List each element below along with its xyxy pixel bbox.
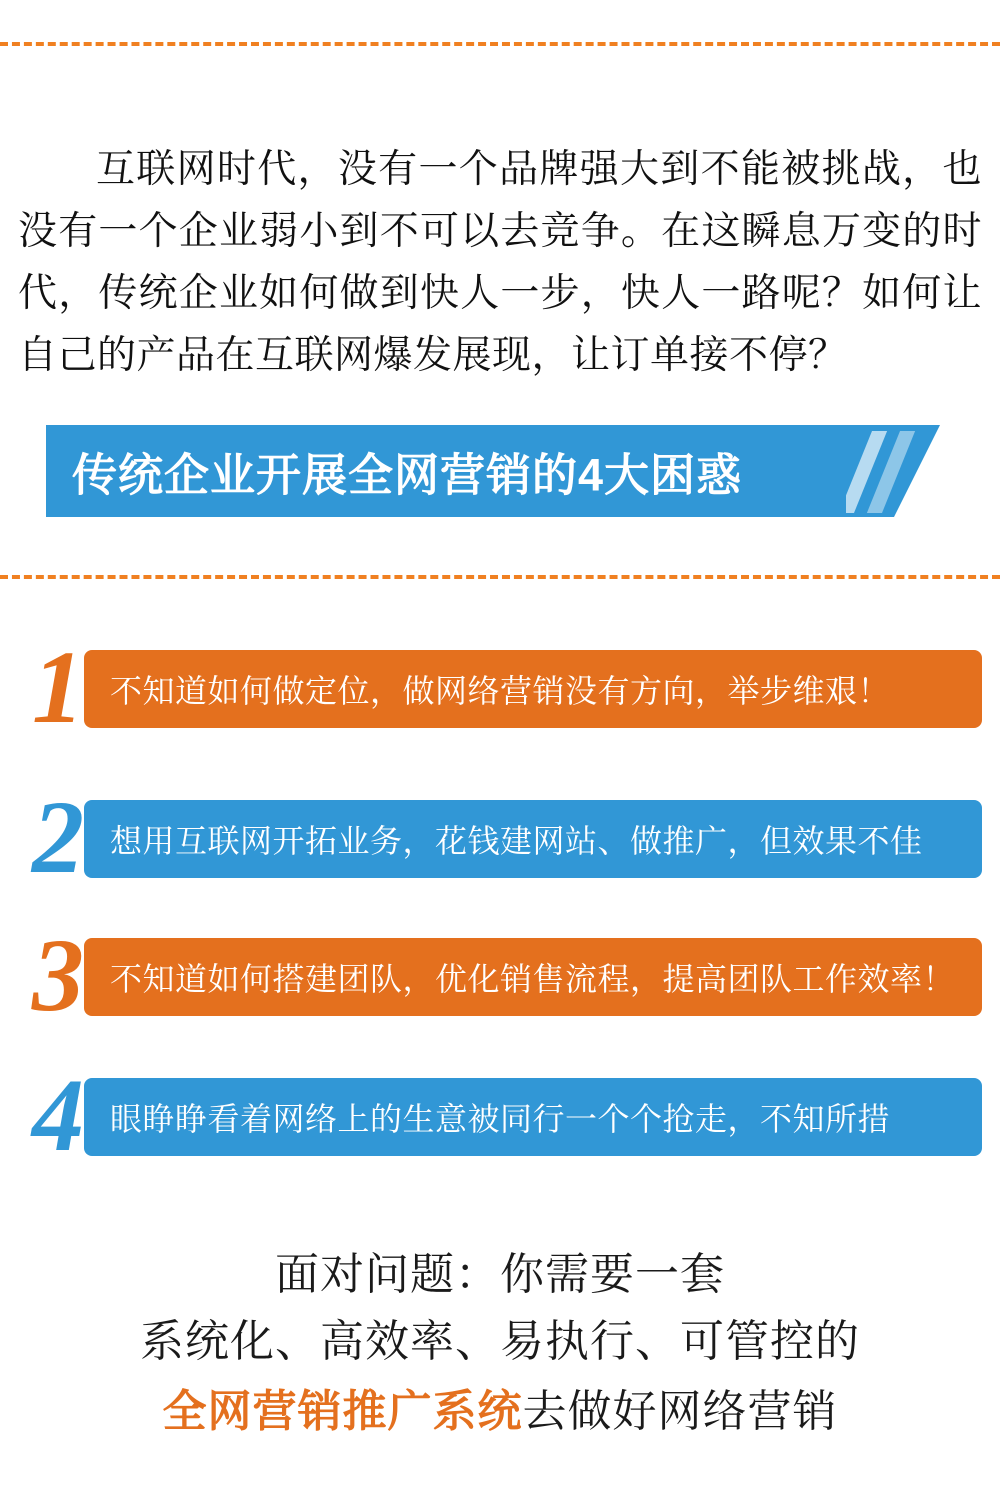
list-item-label: 想用互联网开拓业务，花钱建网站、做推广，但效果不佳 (110, 823, 923, 859)
list-item-number: 4 (32, 1058, 84, 1173)
section-banner (46, 425, 954, 517)
list-item (18, 918, 982, 1033)
list-item (18, 1058, 982, 1173)
list-item-number: 2 (32, 780, 84, 895)
list-item-number: 3 (32, 918, 84, 1033)
list-item (18, 780, 982, 895)
list-item-label: 不知道如何搭建团队，优化销售流程，提高团队工作效率！ (110, 961, 956, 997)
divider-top (0, 42, 1000, 46)
divider-middle (0, 575, 1000, 579)
closing-rest: 去做好网络营销 (522, 1387, 838, 1436)
closing-line-3 (0, 1375, 1000, 1439)
banner-title: 传统企业开展全网营销的4大困惑 (72, 449, 743, 501)
closing-line-1: 面对问题：你需要一套 (275, 1250, 725, 1299)
banner-slash-decoration (846, 431, 926, 513)
list-item-number: 1 (32, 630, 84, 745)
closing-highlight: 全网营销推广系统 (162, 1387, 523, 1436)
closing-line-2: 系统化、高效率、易执行、可管控的 (140, 1317, 860, 1366)
list-item-label: 不知道如何做定位，做网络营销没有方向，举步维艰！ (110, 673, 891, 709)
list-item (18, 630, 982, 745)
intro-paragraph: 互联网时代，没有一个品牌强大到不能被挑战，也没有一个企业弱小到不可以去竞争。在这瞬息万变的时代，传统企业如何做到快人一步，快人一路呢？如何让自己的产品在互联网爆发展现，让订单接不停？ (18, 148, 982, 377)
list-item-label: 眼睁睁看着网络上的生意被同行一个个抢走，不知所措 (110, 1101, 891, 1137)
